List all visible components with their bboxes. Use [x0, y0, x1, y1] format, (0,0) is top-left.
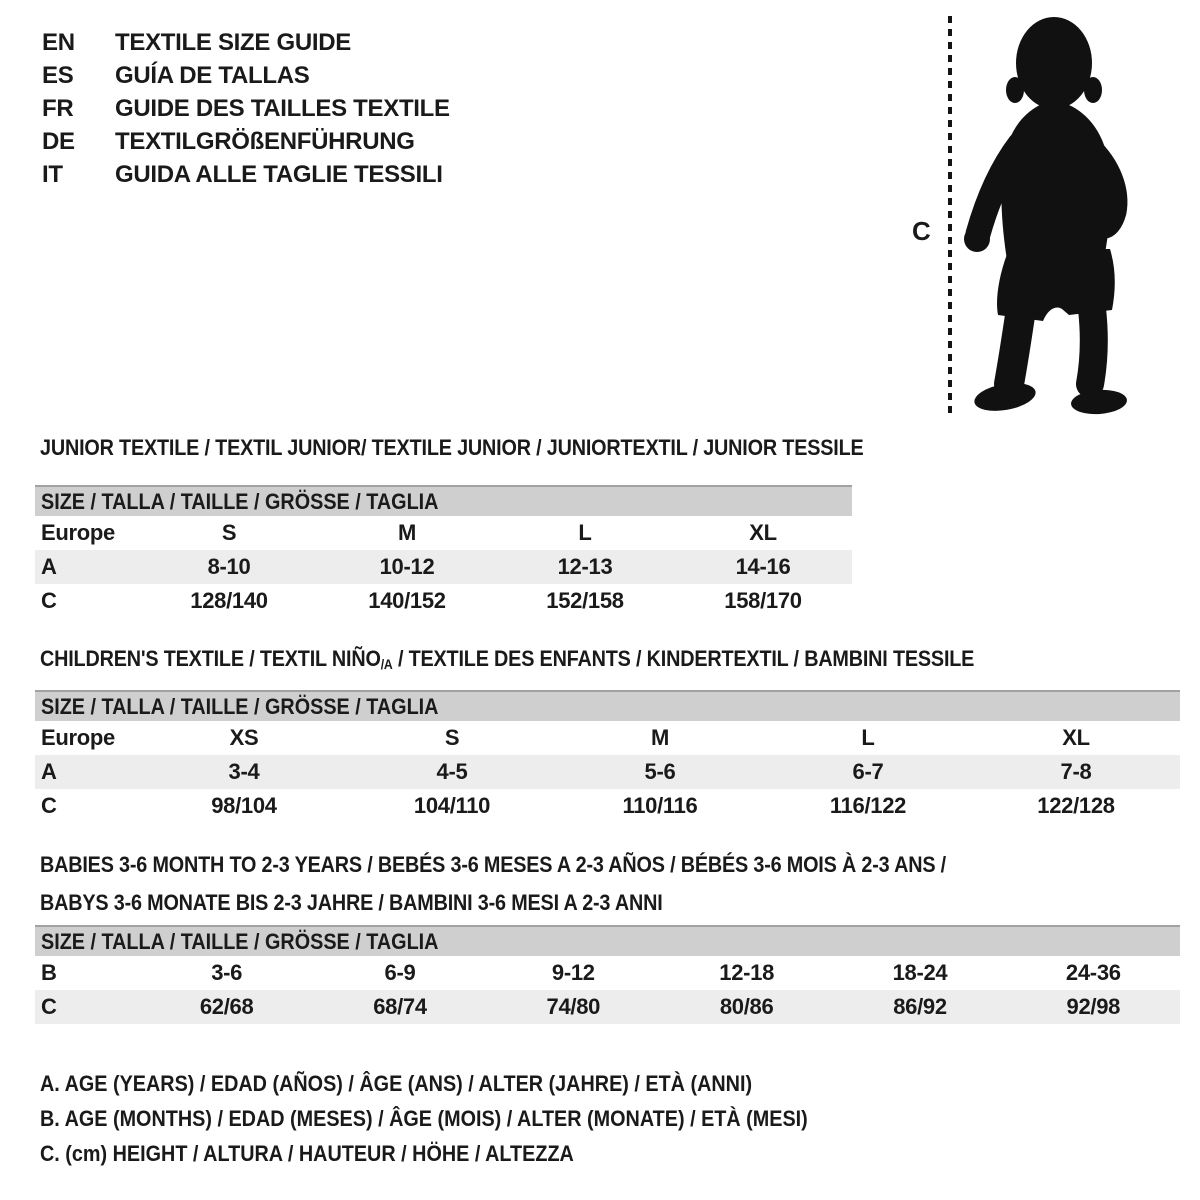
row-label: A	[41, 759, 57, 784]
table-row-europe	[35, 721, 1180, 755]
footnote-age-years	[40, 1066, 893, 1101]
row-label: C	[41, 994, 57, 1019]
language-code: ES	[42, 61, 74, 89]
footnote-legend	[40, 1066, 893, 1171]
table-row-height	[35, 584, 852, 618]
footnote-text: A. AGE (YEARS) / EDAD (AÑOS) / ÂGE (ANS) / ALTER (JAHRE) / ETÀ (ANNI)	[40, 1070, 753, 1096]
size-cell: XS	[229, 725, 259, 750]
table-row-age	[35, 550, 852, 584]
footnote-age-months	[40, 1101, 893, 1136]
age-cell: 4-5	[436, 759, 468, 784]
height-cell: 140/152	[368, 588, 446, 613]
footnote-text: C. (cm) HEIGHT / ALTURA / HAUTEUR / HÖHE / ALTEZZA	[40, 1140, 574, 1166]
row-label: C	[41, 793, 57, 818]
language-row-fr	[42, 92, 450, 125]
size-header-label: SIZE / TALLA / TAILLE / GRÖSSE / TAGLIA	[41, 693, 439, 719]
table-row-age	[35, 755, 1180, 789]
age-months-cell: 12-18	[719, 960, 775, 985]
baby-silhouette	[963, 14, 1141, 421]
row-label: C	[41, 588, 57, 613]
babies-title-line1: BABIES 3-6 MONTH TO 2-3 YEARS / BEBÉS 3-6 MESES A 2-3 AÑOS / BÉBÉS 3-6 MOIS À 2-3 ANS /	[40, 852, 946, 877]
size-cell: M	[397, 520, 417, 545]
height-cell: 116/122	[829, 793, 907, 818]
guide-title-en: TEXTILE SIZE GUIDE	[115, 28, 351, 56]
language-row-de	[42, 125, 450, 158]
age-months-cell: 6-9	[384, 960, 416, 985]
size-cell: S	[444, 725, 460, 750]
age-cell: 8-10	[207, 554, 251, 579]
babies-size-header-bar	[35, 925, 1180, 956]
size-cell: S	[221, 520, 237, 545]
table-row-age-months	[35, 956, 1180, 990]
language-row-en	[42, 26, 450, 59]
height-cell: 122/128	[1037, 793, 1115, 818]
table-row-height	[35, 789, 1180, 823]
age-cell: 7-8	[1060, 759, 1092, 784]
row-label: A	[41, 554, 57, 579]
table-row-europe	[35, 516, 852, 550]
size-cell: XL	[1062, 725, 1090, 750]
children-section-title-text	[40, 646, 974, 672]
babies-title-line2: BABYS 3-6 MONATE BIS 2-3 JAHRE / BAMBINI 3-6 MESI A 2-3 ANNI	[40, 890, 663, 915]
babies-section-title	[40, 846, 1047, 922]
language-code: FR	[42, 94, 74, 122]
height-cell: 104/110	[413, 793, 491, 818]
age-months-cell: 24-36	[1065, 960, 1121, 985]
height-cell: 128/140	[190, 588, 268, 613]
guide-title-fr: GUIDE DES TAILLES TEXTILE	[115, 94, 450, 122]
children-size-header-bar	[35, 690, 1180, 721]
children-title-sub: /A	[380, 657, 393, 672]
language-code: IT	[42, 160, 63, 188]
language-row-it	[42, 158, 450, 191]
language-code: DE	[42, 127, 75, 155]
age-months-cell: 18-24	[892, 960, 948, 985]
children-title-post: / TEXTILE DES ENFANTS / KINDERTEXTIL / BAMBINI TESSILE	[392, 646, 975, 671]
size-cell: M	[650, 725, 670, 750]
size-cell: L	[861, 725, 875, 750]
height-cell: 62/68	[199, 994, 254, 1019]
age-cell: 5-6	[644, 759, 676, 784]
height-cell: 80/86	[719, 994, 774, 1019]
age-cell: 12-13	[557, 554, 613, 579]
babies-size-table	[35, 925, 1180, 1024]
language-code: EN	[42, 28, 75, 56]
guide-title-de: TEXTILGRÖßENFÜHRUNG	[115, 127, 415, 155]
age-cell: 3-4	[228, 759, 260, 784]
footnote-text: B. AGE (MONTHS) / EDAD (MESES) / ÂGE (MOIS) / ALTER (MONATE) / ETÀ (MESI)	[40, 1105, 808, 1131]
footnote-height-cm	[40, 1136, 893, 1171]
size-cell: L	[578, 520, 592, 545]
row-label: B	[41, 960, 57, 985]
junior-section-title-text: JUNIOR TEXTILE / TEXTIL JUNIOR/ TEXTILE JUNIOR / JUNIORTEXTIL / JUNIOR TESSILE	[40, 435, 864, 460]
height-cell: 86/92	[893, 994, 947, 1019]
age-months-cell: 9-12	[551, 960, 595, 985]
height-measure-label: C	[912, 216, 931, 246]
height-cell: 98/104	[211, 793, 277, 818]
size-header-label: SIZE / TALLA / TAILLE / GRÖSSE / TAGLIA	[41, 928, 439, 954]
junior-section-title	[40, 435, 955, 461]
row-label: Europe	[41, 520, 115, 545]
age-months-cell: 3-6	[211, 960, 243, 985]
height-cell: 152/158	[546, 588, 624, 613]
age-cell: 14-16	[735, 554, 791, 579]
children-section-title	[40, 646, 1078, 672]
height-cell: 110/116	[622, 793, 698, 818]
language-title-list	[42, 26, 450, 191]
junior-size-table	[35, 485, 852, 618]
language-row-es	[42, 59, 450, 92]
height-cell: 158/170	[724, 588, 802, 613]
guide-title-es: GUÍA DE TALLAS	[115, 61, 310, 89]
size-cell: XL	[749, 520, 777, 545]
baby-silhouette-svg	[963, 14, 1141, 416]
size-header-label: SIZE / TALLA / TAILLE / GRÖSSE / TAGLIA	[41, 488, 439, 514]
guide-title-it: GUIDA ALLE TAGLIE TESSILI	[115, 160, 443, 188]
row-label: Europe	[41, 725, 115, 750]
height-cell: 68/74	[373, 994, 427, 1019]
height-cell: 74/80	[546, 994, 601, 1019]
junior-size-header-bar	[35, 485, 852, 516]
age-cell: 10-12	[379, 554, 435, 579]
height-cell: 92/98	[1066, 994, 1121, 1019]
height-measure-dashed-line	[948, 16, 952, 418]
children-size-table	[35, 690, 1180, 823]
table-row-height	[35, 990, 1180, 1024]
age-cell: 6-7	[852, 759, 884, 784]
children-title-pre: CHILDREN'S TEXTILE / TEXTIL NIÑO	[40, 646, 381, 671]
